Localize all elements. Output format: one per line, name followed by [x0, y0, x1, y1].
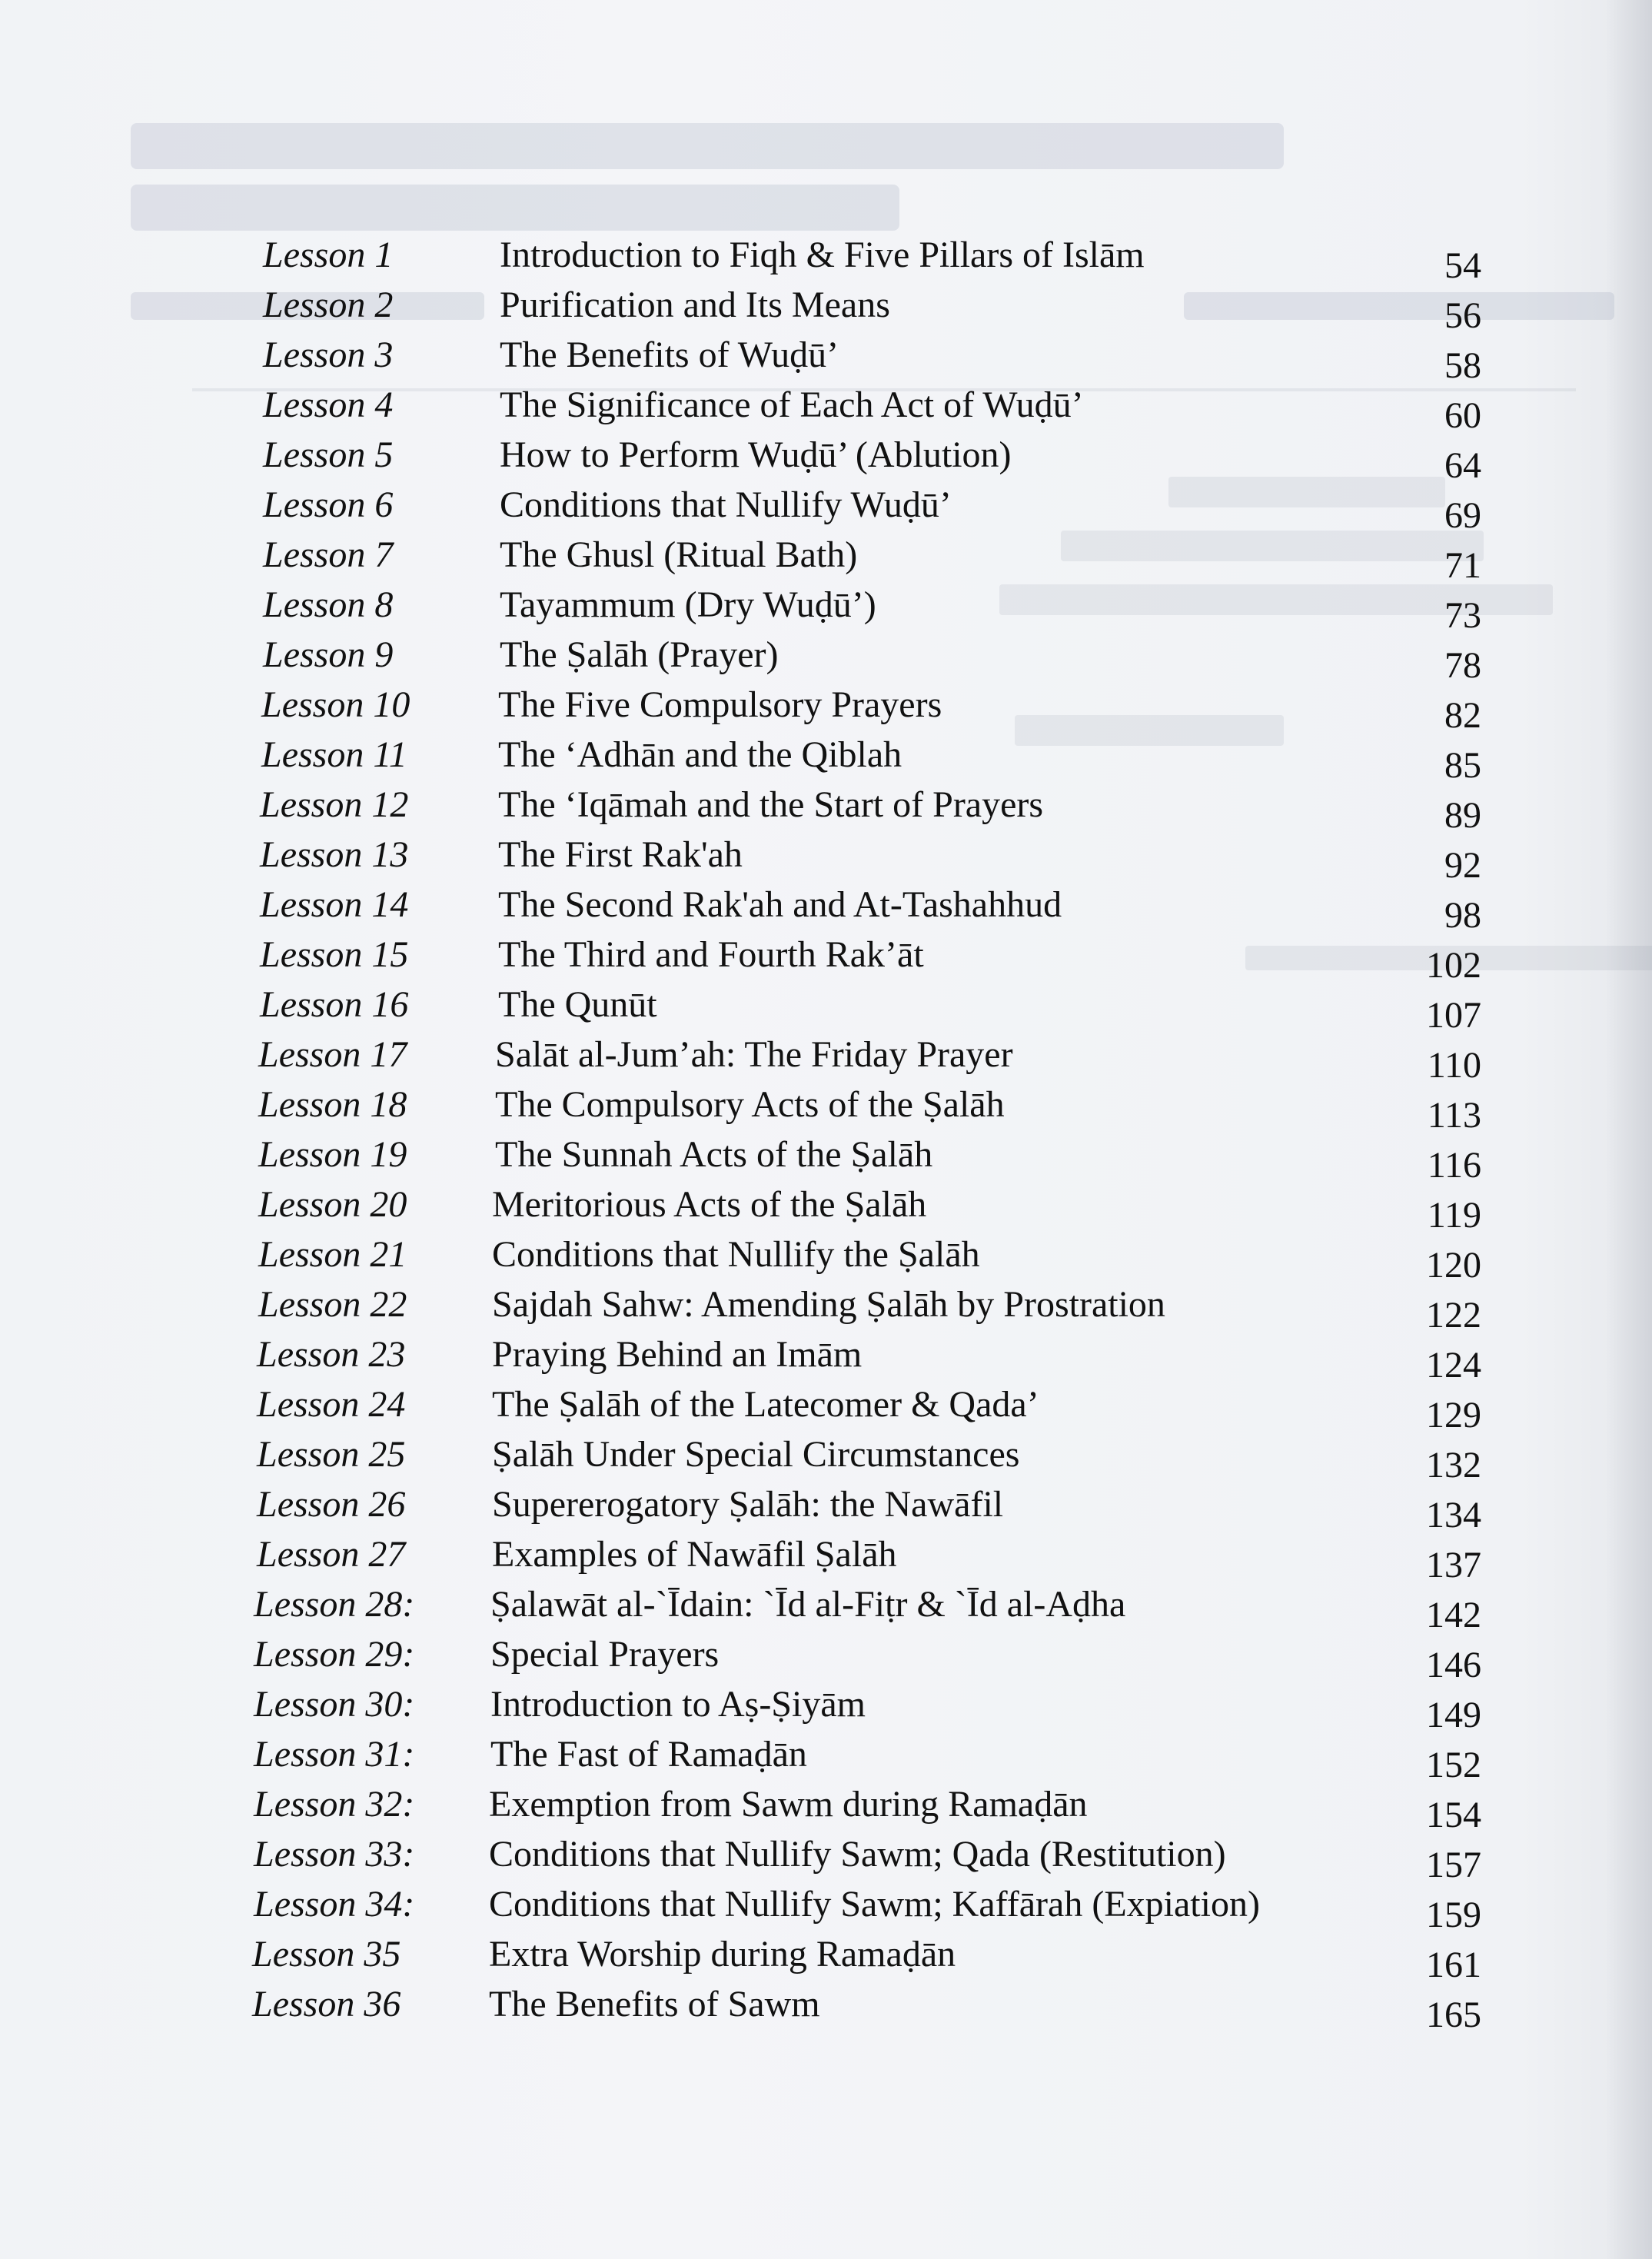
lesson-number: Lesson 26: [257, 1484, 406, 1525]
lesson-title: Tayammum (Dry Wuḍū’): [500, 584, 876, 625]
toc-row: [0, 780, 1652, 836]
lesson-title: Conditions that Nullify Sawm; Kaffārah (Expiation): [489, 1884, 1260, 1925]
page-number: 146: [1426, 1645, 1481, 1685]
lesson-number: Lesson 28:: [254, 1584, 415, 1625]
page-number: 129: [1426, 1395, 1481, 1436]
toc-row: [0, 1280, 1652, 1336]
page-number: 60: [1444, 395, 1481, 436]
toc-row: [0, 581, 1652, 636]
page-number: 165: [1426, 1995, 1481, 2035]
lesson-title: Praying Behind an Imām: [492, 1334, 863, 1375]
page-number: 56: [1444, 295, 1481, 336]
lesson-number: Lesson 27: [257, 1534, 406, 1575]
lesson-title: Sajdah Sahw: Amending Ṣalāh by Prostration: [492, 1284, 1165, 1325]
toc-row: [0, 1330, 1652, 1386]
lesson-title: Introduction to Aṣ-Ṣiyām: [490, 1684, 866, 1725]
lesson-title: The Ṣalāh of the Latecomer & Qada’: [492, 1384, 1039, 1425]
page-number: 159: [1426, 1895, 1481, 1935]
lesson-number: Lesson 31:: [254, 1734, 415, 1775]
toc-row: [0, 231, 1652, 286]
lesson-number: Lesson 20: [258, 1184, 407, 1225]
lesson-title: Extra Worship during Ramaḍān: [489, 1934, 956, 1975]
page-number: 120: [1426, 1245, 1481, 1286]
toc-row: [0, 481, 1652, 536]
page-number: 58: [1444, 345, 1481, 386]
toc-row: [0, 1630, 1652, 1685]
lesson-number: Lesson 30:: [254, 1684, 415, 1725]
lesson-number: Lesson 10: [261, 684, 411, 725]
toc-row: [0, 431, 1652, 486]
lesson-number: Lesson 9: [263, 634, 394, 675]
lesson-title: Ṣalawāt al-`Īdain: `Īd al-Fiṭr & `Īd al-Aḍha: [490, 1584, 1126, 1625]
lesson-number: Lesson 6: [263, 484, 394, 525]
toc-row: [0, 830, 1652, 886]
lesson-title: Examples of Nawāfil Ṣalāh: [492, 1534, 897, 1575]
toc-row: [0, 1130, 1652, 1186]
lesson-title: The ‘Adhān and the Qiblah: [498, 734, 902, 775]
toc-row: [0, 531, 1652, 586]
lesson-number: Lesson 14: [260, 884, 409, 925]
lesson-number: Lesson 13: [260, 834, 409, 875]
page-number: 122: [1426, 1295, 1481, 1336]
lesson-number: Lesson 29:: [254, 1634, 415, 1675]
lesson-number: Lesson 21: [258, 1234, 407, 1275]
lesson-title: Introduction to Fiqh & Five Pillars of Islām: [500, 235, 1145, 275]
lesson-title: The Benefits of Wuḍū’: [500, 334, 839, 375]
lesson-title: Meritorious Acts of the Ṣalāh: [492, 1184, 927, 1225]
toc-row: [0, 980, 1652, 1036]
lesson-title: Special Prayers: [490, 1634, 720, 1675]
lesson-number: Lesson 18: [258, 1084, 407, 1125]
lesson-title: The Ghusl (Ritual Bath): [500, 534, 858, 575]
lesson-number: Lesson 4: [263, 384, 394, 425]
lesson-title: Purification and Its Means: [500, 284, 890, 325]
page-number: 89: [1444, 795, 1481, 836]
lesson-title: The Qunūt: [498, 984, 657, 1025]
lesson-number: Lesson 25: [257, 1434, 406, 1475]
toc-row: [0, 1030, 1652, 1086]
toc-row: [0, 1580, 1652, 1635]
lesson-number: Lesson 35: [252, 1934, 401, 1975]
toc-row: [0, 1530, 1652, 1585]
lesson-number: Lesson 36: [252, 1984, 401, 2024]
toc-row: [0, 1180, 1652, 1236]
lesson-title: Ṣalāh Under Special Circumstances: [492, 1434, 1020, 1475]
page-number: 119: [1427, 1195, 1481, 1236]
lesson-title: How to Perform Wuḍū’ (Ablution): [500, 434, 1012, 475]
toc-row: [0, 1980, 1652, 2035]
toc-row: [0, 1880, 1652, 1935]
lesson-number: Lesson 15: [260, 934, 409, 975]
page-number: 92: [1444, 845, 1481, 886]
lesson-number: Lesson 16: [260, 984, 409, 1025]
lesson-number: Lesson 7: [263, 534, 394, 575]
toc-row: [0, 1480, 1652, 1535]
lesson-title: Salāt al-Jum’ah: The Friday Prayer: [495, 1034, 1013, 1075]
lesson-title: Supererogatory Ṣalāh: the Nawāfil: [492, 1484, 1004, 1525]
page-number: 113: [1427, 1095, 1481, 1136]
page-number: 102: [1426, 945, 1481, 986]
toc-row: [0, 930, 1652, 986]
page-number: 110: [1427, 1045, 1481, 1086]
page-number: 142: [1426, 1595, 1481, 1635]
lesson-number: Lesson 17: [258, 1034, 407, 1075]
lesson-number: Lesson 12: [260, 784, 409, 825]
lesson-number: Lesson 5: [263, 434, 394, 475]
toc-row: [0, 1730, 1652, 1785]
lesson-title: The Fast of Ramaḍān: [490, 1734, 807, 1775]
page-number: 78: [1444, 645, 1481, 686]
lesson-number: Lesson 19: [258, 1134, 407, 1175]
lesson-number: Lesson 11: [261, 734, 407, 775]
page-number: 134: [1426, 1495, 1481, 1535]
page-number: 152: [1426, 1745, 1481, 1785]
lesson-title: The Compulsory Acts of the Ṣalāh: [495, 1084, 1005, 1125]
toc-row: [0, 680, 1652, 736]
page-number: 73: [1444, 595, 1481, 636]
page-number: 107: [1426, 995, 1481, 1036]
toc-row: [0, 1230, 1652, 1286]
page-number: 82: [1444, 695, 1481, 736]
lesson-number: Lesson 8: [263, 584, 394, 625]
toc-row: [0, 1780, 1652, 1835]
lesson-title: The Significance of Each Act of Wuḍū’: [500, 384, 1084, 425]
toc-row: [0, 1380, 1652, 1436]
lesson-number: Lesson 2: [263, 284, 394, 325]
toc-row: [0, 1830, 1652, 1885]
toc-row: [0, 281, 1652, 336]
lesson-title: The Ṣalāh (Prayer): [500, 634, 779, 675]
page-number: 157: [1426, 1845, 1481, 1885]
lesson-title: The Sunnah Acts of the Ṣalāh: [495, 1134, 933, 1175]
toc-row: [0, 331, 1652, 386]
page-number: 132: [1426, 1445, 1481, 1485]
toc-row: [0, 381, 1652, 436]
toc-row: [0, 1430, 1652, 1485]
lesson-title: The Second Rak'ah and At-Tashahhud: [498, 884, 1062, 925]
page-number: 64: [1444, 445, 1481, 486]
toc-row: [0, 880, 1652, 936]
page-number: 154: [1426, 1795, 1481, 1835]
lesson-number: Lesson 22: [258, 1284, 407, 1325]
toc-row: [0, 630, 1652, 686]
page-number: 161: [1426, 1945, 1481, 1985]
lesson-title: Conditions that Nullify Wuḍū’: [500, 484, 952, 525]
lesson-title: The Five Compulsory Prayers: [498, 684, 942, 725]
page-number: 124: [1426, 1345, 1481, 1386]
lesson-number: Lesson 32:: [254, 1784, 415, 1825]
toc-row: [0, 1080, 1652, 1136]
lesson-title: Conditions that Nullify the Ṣalāh: [492, 1234, 980, 1275]
lesson-title: Conditions that Nullify Sawm; Qada (Restitution): [489, 1834, 1226, 1875]
page-number: 54: [1444, 245, 1481, 286]
lesson-number: Lesson 34:: [254, 1884, 415, 1925]
page-number: 98: [1444, 895, 1481, 936]
lesson-title: Exemption from Sawm during Ramaḍān: [489, 1784, 1088, 1825]
toc-row: [0, 1930, 1652, 1985]
lesson-title: The Third and Fourth Rak’āt: [498, 934, 924, 975]
page-number: 71: [1444, 545, 1481, 586]
page-number: 149: [1426, 1695, 1481, 1735]
toc-row: [0, 730, 1652, 786]
lesson-title: The ‘Iqāmah and the Start of Prayers: [498, 784, 1044, 825]
lesson-title: The First Rak'ah: [498, 834, 743, 875]
page-number: 85: [1444, 745, 1481, 786]
page-number: 69: [1444, 495, 1481, 536]
lesson-number: Lesson 1: [263, 235, 394, 275]
lesson-number: Lesson 33:: [254, 1834, 415, 1875]
lesson-number: Lesson 23: [257, 1334, 406, 1375]
toc-row: [0, 1680, 1652, 1735]
lesson-number: Lesson 3: [263, 334, 394, 375]
page-number: 116: [1427, 1145, 1481, 1186]
lesson-title: The Benefits of Sawm: [489, 1984, 820, 2024]
page-number: 137: [1426, 1545, 1481, 1585]
lesson-number: Lesson 24: [257, 1384, 406, 1425]
